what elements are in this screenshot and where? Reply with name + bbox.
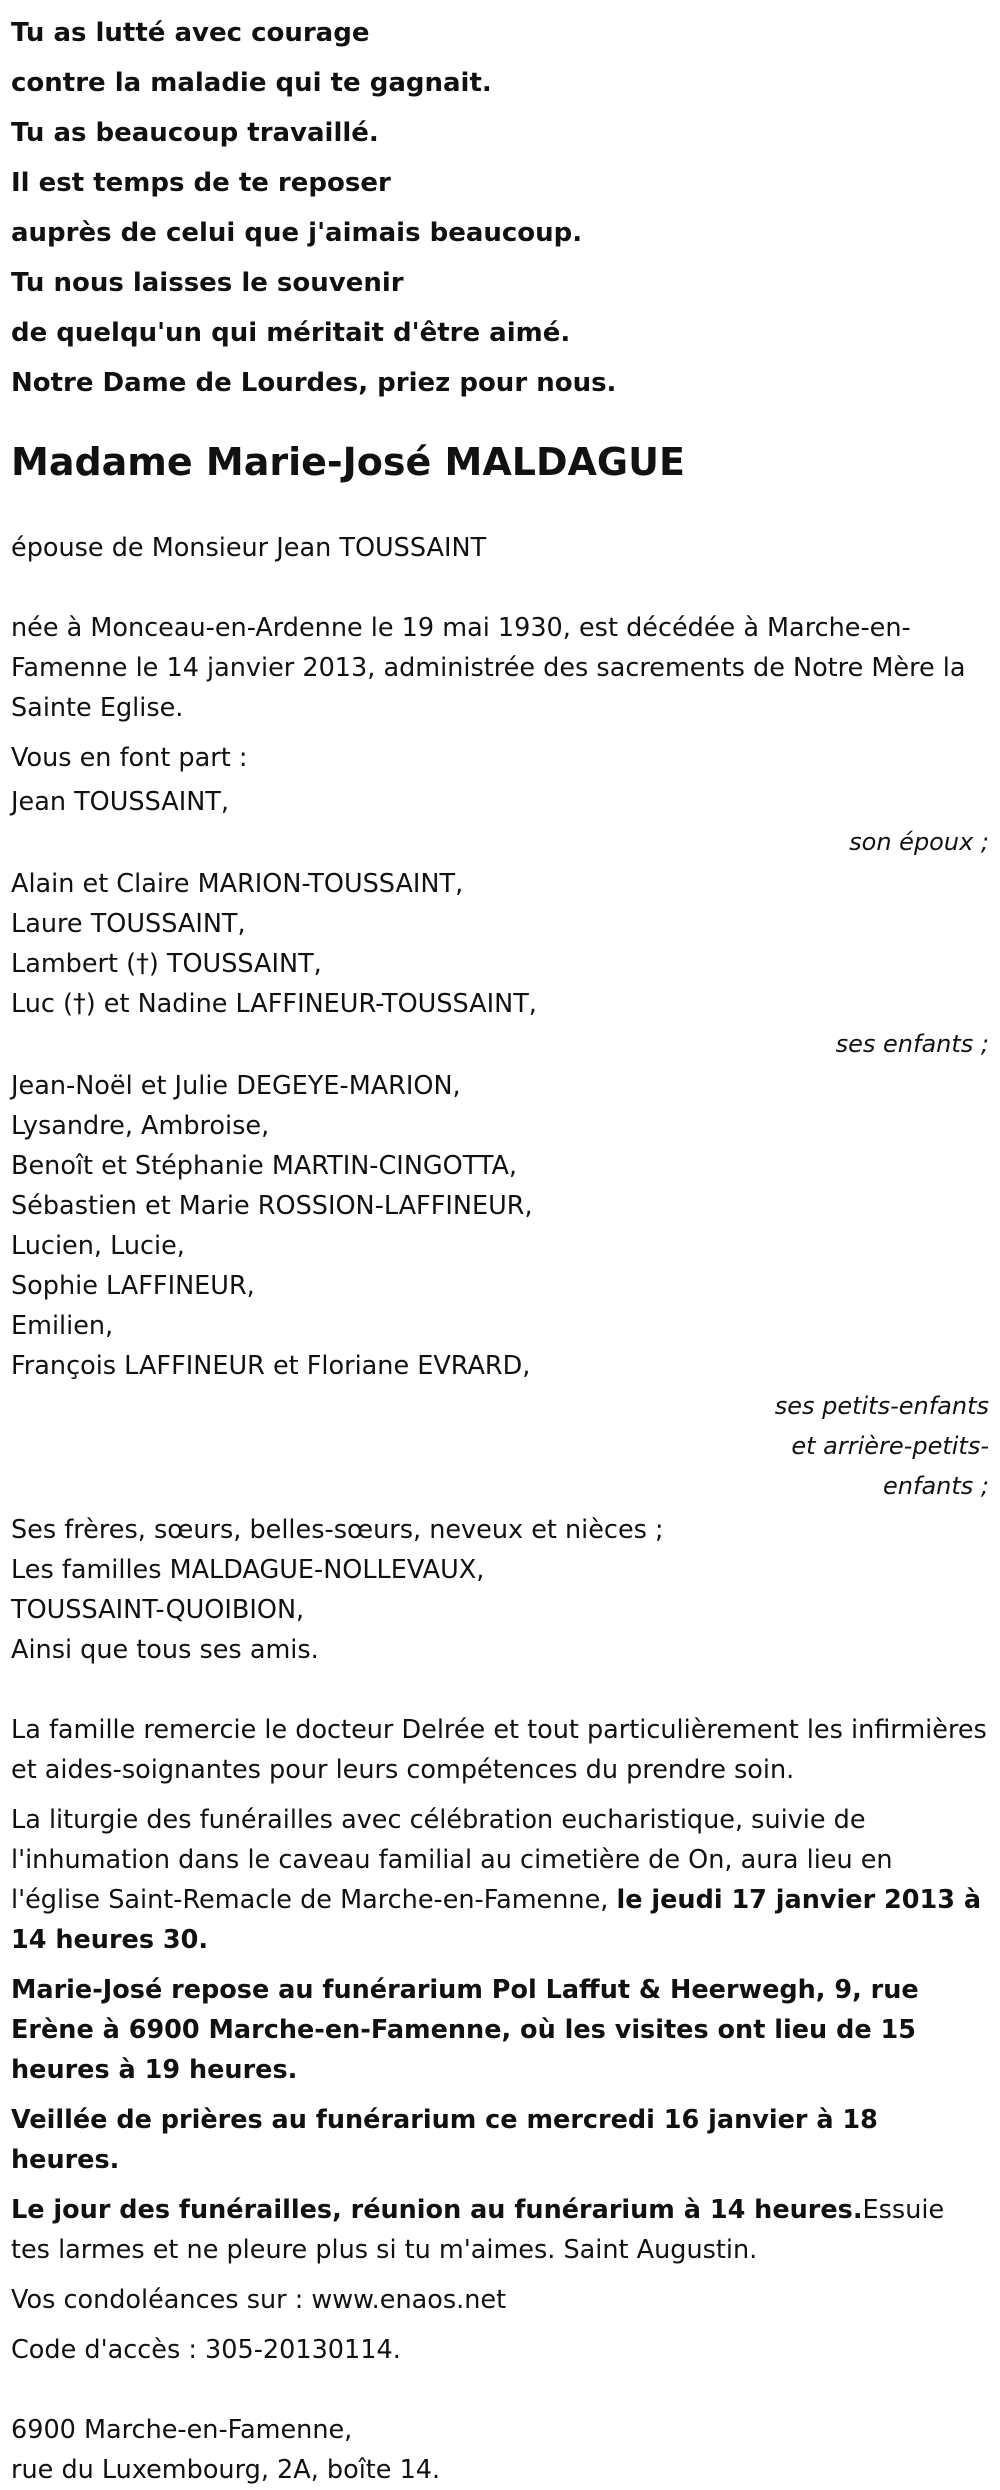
relatives-line: Ainsi que tous ses amis.	[11, 1635, 319, 1665]
address	[11, 2410, 989, 2490]
funeral-day-quote: Essuie tes larmes et ne pleure plus si tu m'aimes. Saint Augustin.	[11, 2195, 945, 2265]
poem-line: de quelqu'un qui méritait d'être aimé.	[11, 318, 571, 348]
poem-line: Tu as beaucoup travaillé.	[11, 118, 379, 148]
poem-line: Il est temps de te reposer	[11, 168, 391, 198]
family-member: Laure TOUSSAINT,	[11, 909, 246, 939]
family-member: Jean-Noël et Julie DEGEYE-MARION,	[11, 1071, 461, 1101]
liturgy-datetime: le jeudi 17 janvier 2013 à 14 heures 30.	[11, 1885, 982, 1955]
poem-line: Tu nous laisses le souvenir	[11, 268, 404, 298]
poem	[11, 0, 989, 408]
relation-label: ses petits-enfants et arrière-petits-enfants ;	[774, 1392, 989, 1500]
family-member: Luc (†) et Nadine LAFFINEUR-TOUSSAINT,	[11, 989, 537, 1019]
family-member: Emilien,	[11, 1311, 114, 1341]
deceased-name: Madame Marie-José MALDAGUE	[11, 440, 685, 484]
funeral-day-meeting: Le jour des funérailles, réunion au funérarium à 14 heures.	[11, 2195, 863, 2225]
family-spouse	[11, 782, 989, 862]
condolences-text: Vos condoléances sur : www.enaos.net	[11, 2285, 507, 2315]
relatives-line: TOUSSAINT-QUOIBION,	[11, 1595, 305, 1625]
liturgy-text	[11, 1800, 989, 1960]
funeral-day-text	[11, 2190, 989, 2270]
announce-text: Vous en font part :	[11, 743, 248, 773]
family-children	[11, 864, 989, 1064]
poem-line: contre la maladie qui te gagnait.	[11, 68, 492, 98]
relatives-line: Les familles MALDAGUE-NOLLEVAUX,	[11, 1555, 485, 1585]
address-line: rue du Luxembourg, 2A, boîte 14.	[11, 2455, 441, 2485]
address-line: 6900 Marche-en-Famenne,	[11, 2415, 353, 2445]
other-relatives	[11, 1510, 989, 1670]
relation-label: ses enfants ;	[835, 1030, 989, 1058]
poem-line: Tu as lutté avec courage	[11, 18, 370, 48]
family-member: Lysandre, Ambroise,	[11, 1111, 270, 1141]
birth-death-text: née à Monceau-en-Ardenne le 19 mai 1930, est décédée à Marche-en-Famenne le 14 janvier 2013, administrée des sacrements de Notre Mère la Sainte Eglise.	[11, 613, 966, 723]
poem-line: Notre Dame de Lourdes, priez pour nous.	[11, 368, 617, 398]
family-member: Alain et Claire MARION-TOUSSAINT,	[11, 869, 464, 899]
relation-label: son époux ;	[849, 828, 989, 856]
vigil-text: Veillée de prières au funérarium ce mercredi 16 janvier à 18 heures.	[11, 2105, 878, 2175]
spouse-line: épouse de Monsieur Jean TOUSSAINT	[11, 533, 487, 563]
relatives-line: Ses frères, sœurs, belles-sœurs, neveux et nièces ;	[11, 1515, 664, 1545]
funerarium-text: Marie-José repose au funérarium Pol Laffut & Heerwegh, 9, rue Erène à 6900 Marche-en-Famenne, où les visites ont lieu de 15 heures à 19 heures.	[11, 1975, 919, 2085]
family-member: Benoît et Stéphanie MARTIN-CINGOTTA,	[11, 1151, 518, 1181]
family-grandchildren	[11, 1066, 989, 1506]
poem-line: auprès de celui que j'aimais beaucoup.	[11, 218, 583, 248]
family-member: Lambert (†) TOUSSAINT,	[11, 949, 322, 979]
family-member: Jean TOUSSAINT,	[11, 787, 229, 817]
access-code-text: Code d'accès : 305-20130114.	[11, 2335, 401, 2365]
thanks-text: La famille remercie le docteur Delrée et tout particulièrement les infirmières et aides-soignantes pour leurs compétences du prendre soin.	[11, 1715, 987, 1785]
family-member: Sophie LAFFINEUR,	[11, 1271, 255, 1301]
liturgy-details: La liturgie des funérailles avec célébration eucharistique, suivie de l'inhumation dans le caveau familial au cimetière de On, aura lieu en l'église Saint-Remacle de Marche-en-Famenne,	[11, 1805, 893, 1915]
family-member: François LAFFINEUR et Floriane EVRARD,	[11, 1351, 531, 1381]
family-member: Sébastien et Marie ROSSION-LAFFINEUR,	[11, 1191, 533, 1221]
family-member: Lucien, Lucie,	[11, 1231, 185, 1261]
